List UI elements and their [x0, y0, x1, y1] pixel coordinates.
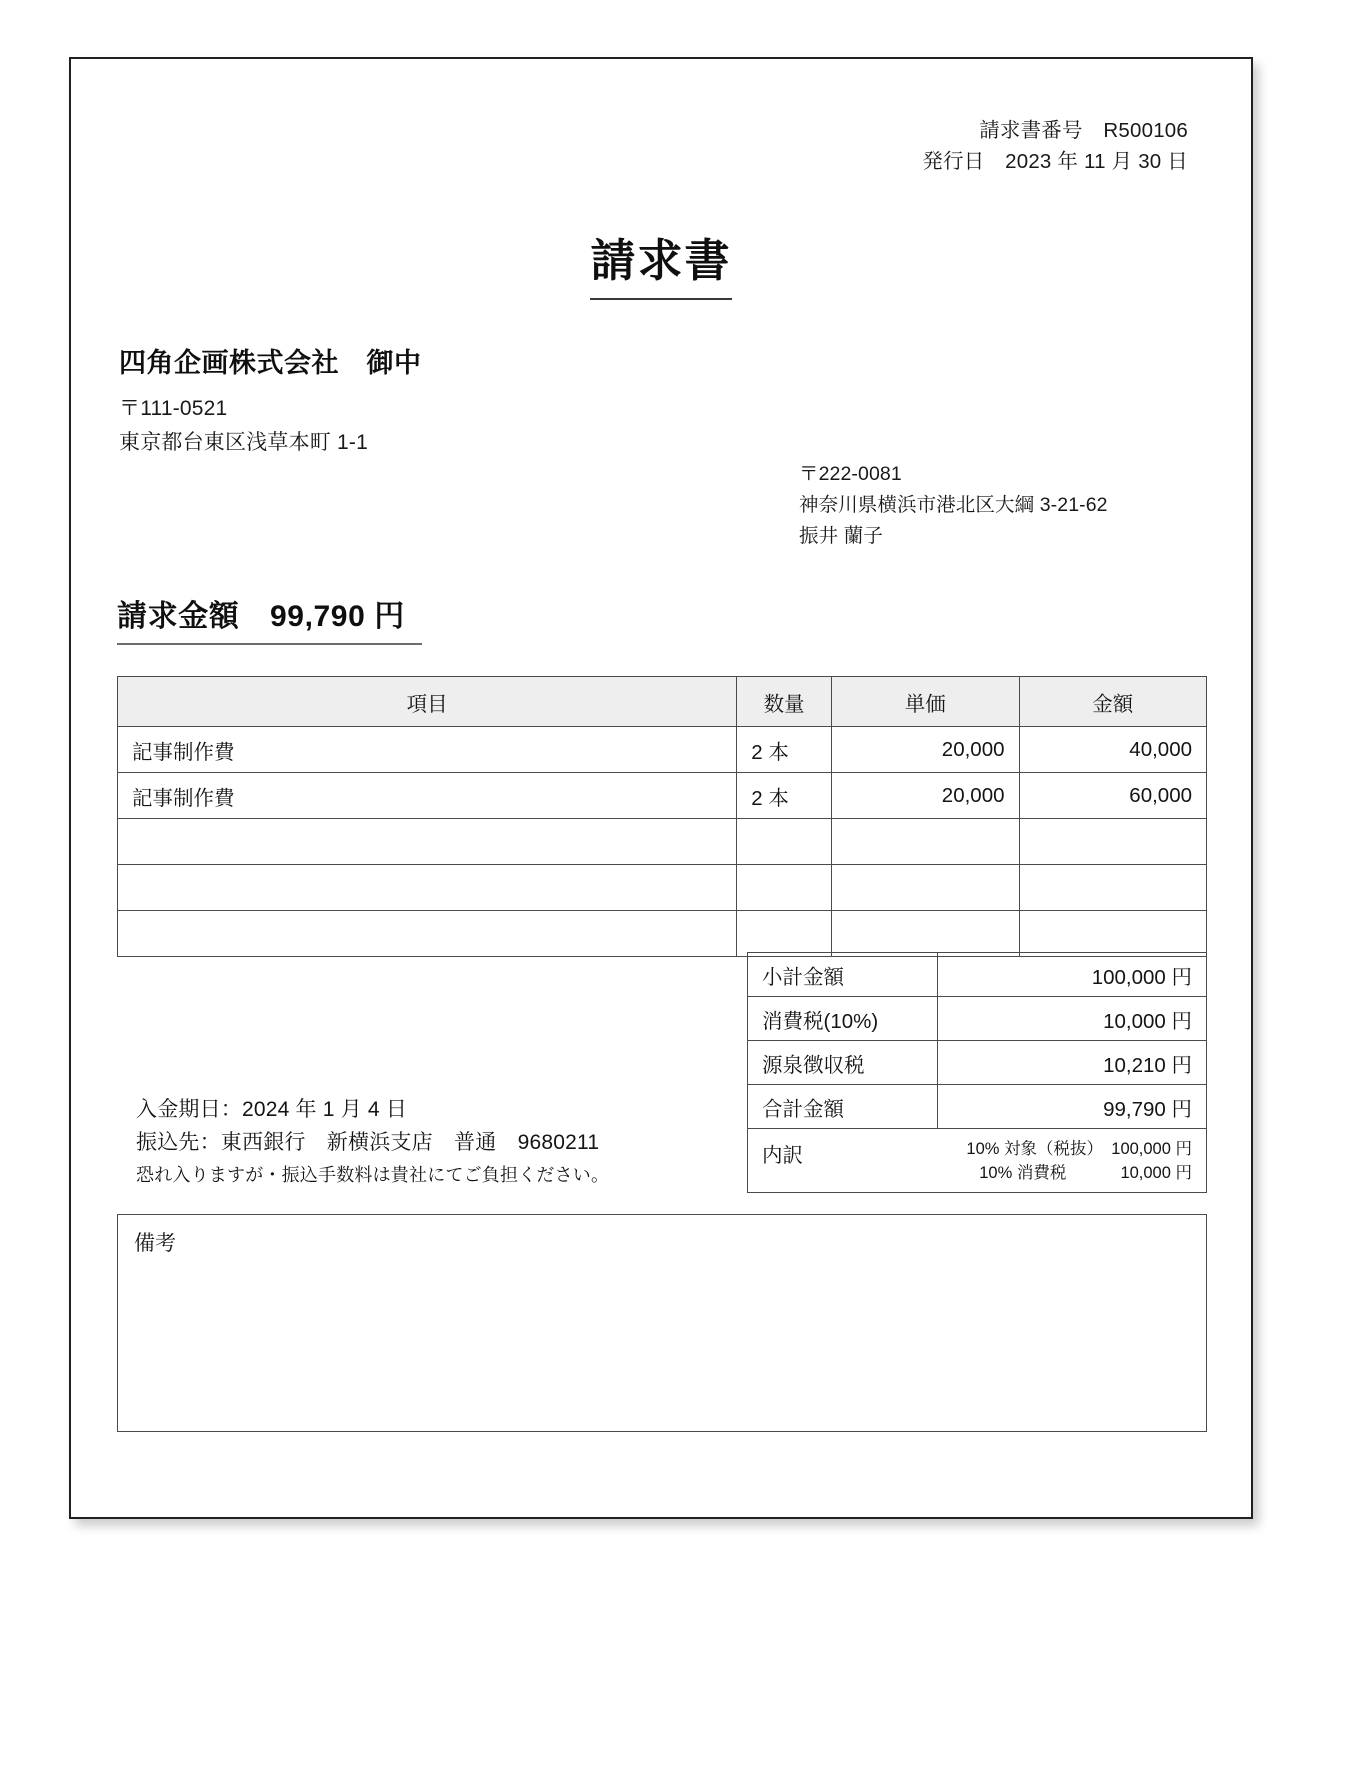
- summary-value-consumption-tax: 10,000 円: [938, 997, 1207, 1041]
- summary-row-total: [748, 1085, 1207, 1129]
- items-table-header-row: [118, 677, 1207, 727]
- item-quantity: 2 本: [737, 773, 832, 819]
- document-title-text: 請求書: [590, 224, 731, 300]
- recipient-address: 東京都台東区浅草本町 1-1: [119, 431, 368, 455]
- item-unit-price: 20,000: [832, 727, 1019, 773]
- summary-value-subtotal: 100,000 円: [938, 953, 1207, 997]
- item-amount: [1019, 819, 1207, 865]
- billing-amount-underline: [117, 643, 422, 645]
- table-row: [118, 727, 1207, 773]
- item-quantity: 2 本: [737, 727, 832, 773]
- summary-label-total: 合計金額: [748, 1085, 938, 1129]
- item-description: 記事制作費: [118, 773, 737, 819]
- item-description: [118, 819, 737, 865]
- document-title: [71, 224, 1251, 300]
- item-description: 記事制作費: [118, 727, 737, 773]
- remarks-label: 備考: [134, 1232, 176, 1255]
- item-amount: [1019, 865, 1207, 911]
- column-header-amount: 金額: [1019, 677, 1207, 727]
- breakdown-line-taxable: 10% 対象（税抜） 100,000 円: [966, 1140, 1192, 1158]
- breakdown-label: 内訳: [762, 1144, 803, 1167]
- table-row: [118, 911, 1207, 957]
- summary-value-total: 99,790 円: [938, 1085, 1207, 1129]
- payment-due-date: 入金期日：2024 年 1 月 4 日: [136, 1098, 408, 1121]
- summary-row-subtotal: [748, 953, 1207, 997]
- issuer-block: [799, 459, 1108, 551]
- item-quantity: [737, 865, 832, 911]
- item-unit-price: [832, 865, 1019, 911]
- item-unit-price: 20,000: [832, 773, 1019, 819]
- invoice-meta: [922, 115, 1188, 177]
- items-table: [117, 676, 1207, 957]
- item-unit-price: [832, 819, 1019, 865]
- item-unit-price: [832, 911, 1019, 957]
- item-amount: 60,000: [1019, 773, 1207, 819]
- billing-amount-headline: 請求金額 99,790 円: [117, 600, 405, 633]
- table-row: [118, 819, 1207, 865]
- summary-table: [747, 952, 1207, 1193]
- summary-row-consumption-tax: [748, 997, 1207, 1041]
- recipient-address-block: [119, 392, 368, 460]
- recipient-name: 四角企画株式会社 御中: [119, 348, 422, 378]
- recipient-postal-code: 〒111-0521: [119, 397, 228, 420]
- summary-label-consumption-tax: 消費税(10%): [748, 997, 938, 1041]
- invoice-paper: [69, 57, 1253, 1519]
- transfer-fee-note: 恐れ入りますが・振込手数料は貴社にてご負担ください。: [136, 1165, 610, 1186]
- issuer-address: 神奈川県横浜市港北区大綱 3-21-62: [799, 493, 1108, 516]
- item-description: [118, 865, 737, 911]
- item-amount: [1019, 911, 1207, 957]
- summary-label-withholding-tax: 源泉徴収税: [748, 1041, 938, 1085]
- invoice-number: 請求書番号 R500106: [979, 119, 1188, 142]
- column-header-quantity: 数量: [737, 677, 832, 727]
- summary-row-breakdown: [748, 1129, 1207, 1193]
- issue-date: 発行日 2023 年 11 月 30 日: [922, 150, 1188, 174]
- column-header-item: 項目: [118, 677, 737, 727]
- remarks-box: [117, 1214, 1207, 1432]
- item-description: [118, 911, 737, 957]
- item-quantity: [737, 819, 832, 865]
- summary-row-withholding-tax: [748, 1041, 1207, 1085]
- issuer-name: 振井 蘭子: [799, 524, 883, 547]
- breakdown-cell: [748, 1129, 1207, 1193]
- item-quantity: [737, 911, 832, 957]
- issuer-postal-code: 〒222-0081: [799, 463, 902, 485]
- summary-label-subtotal: 小計金額: [748, 953, 938, 997]
- breakdown-line-tax: 10% 消費税 10,000 円: [979, 1163, 1192, 1182]
- summary-value-withholding-tax: 10,210 円: [938, 1041, 1207, 1085]
- bank-transfer-info: 振込先：東西銀行 新横浜支店 普通 9680211: [136, 1130, 600, 1154]
- column-header-unit-price: 単価: [832, 677, 1019, 727]
- payment-terms: [136, 1094, 609, 1190]
- item-amount: 40,000: [1019, 727, 1207, 773]
- table-row: [118, 865, 1207, 911]
- table-row: [118, 773, 1207, 819]
